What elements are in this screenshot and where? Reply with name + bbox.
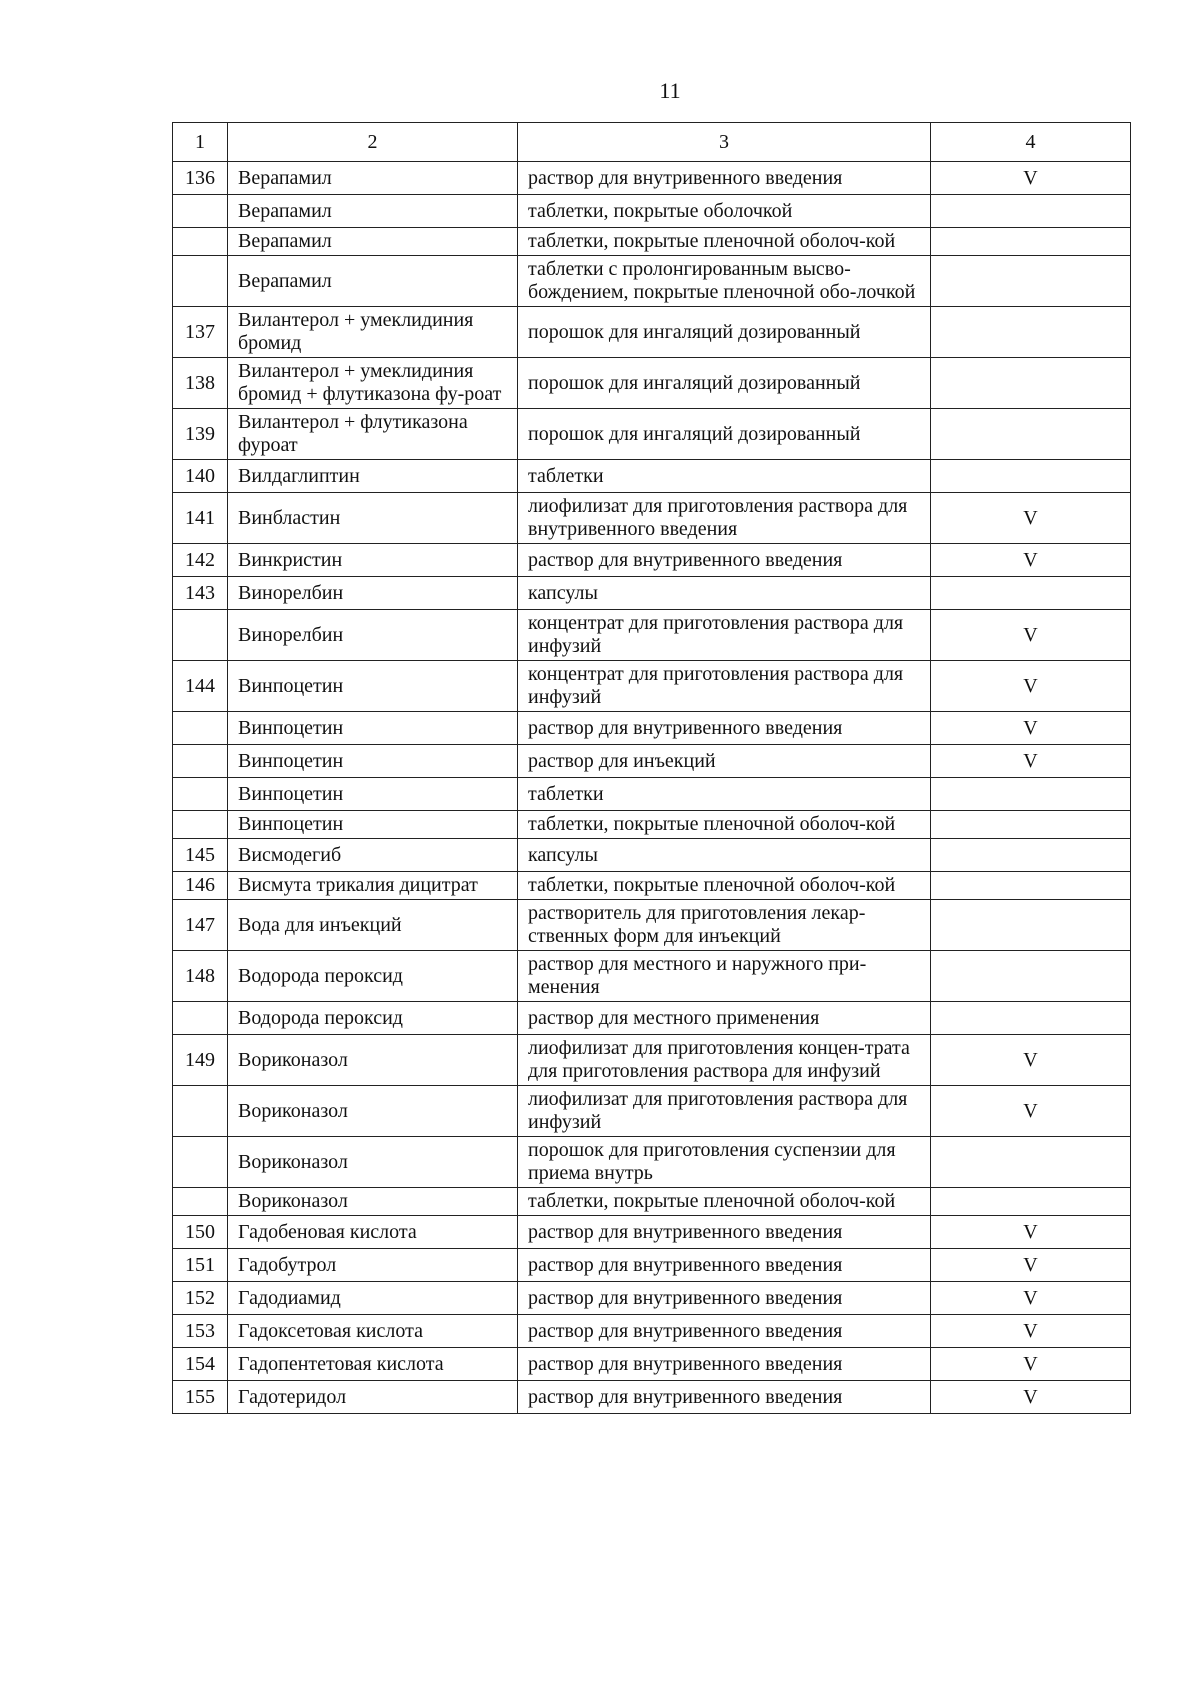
drug-name-cell: Висмута трикалия дицитрат <box>228 872 518 900</box>
table-header-row <box>173 123 1131 162</box>
drug-name-cell: Вориконазол <box>228 1137 518 1188</box>
mark-cell: V <box>931 745 1131 778</box>
table-row <box>173 228 1131 256</box>
dosage-form-cell: таблетки <box>518 778 931 811</box>
dosage-form-cell: концентрат для приготовления раствора для инфузий <box>518 610 931 661</box>
dosage-form-cell: концентрат для приготовления раствора для инфузий <box>518 661 931 712</box>
table-row <box>173 162 1131 195</box>
mark-cell: V <box>931 1086 1131 1137</box>
table-row <box>173 1086 1131 1137</box>
table-row <box>173 712 1131 745</box>
table-row <box>173 872 1131 900</box>
row-number-cell <box>173 811 228 839</box>
dosage-form-cell: раствор для внутривенного введения <box>518 1216 931 1249</box>
drug-name-cell: Винпоцетин <box>228 811 518 839</box>
dosage-form-cell: раствор для внутривенного введения <box>518 712 931 745</box>
table-row <box>173 951 1131 1002</box>
table-row <box>173 460 1131 493</box>
drug-name-cell: Винпоцетин <box>228 778 518 811</box>
row-number-cell <box>173 228 228 256</box>
drug-name-cell: Верапамил <box>228 228 518 256</box>
mark-cell <box>931 358 1131 409</box>
drug-name-cell: Вориконазол <box>228 1188 518 1216</box>
table-row <box>173 811 1131 839</box>
mark-cell <box>931 228 1131 256</box>
mark-cell <box>931 409 1131 460</box>
drug-name-cell: Гадобутрол <box>228 1249 518 1282</box>
drug-name-cell: Винпоцетин <box>228 712 518 745</box>
drug-name-cell: Винпоцетин <box>228 745 518 778</box>
row-number-cell: 150 <box>173 1216 228 1249</box>
dosage-form-cell: лиофилизат для приготовления раствора для внутривенного введения <box>518 493 931 544</box>
mark-cell: V <box>931 1035 1131 1086</box>
dosage-form-cell: порошок для приготовления суспензии для приема внутрь <box>518 1137 931 1188</box>
row-number-cell: 147 <box>173 900 228 951</box>
row-number-cell: 149 <box>173 1035 228 1086</box>
mark-cell <box>931 839 1131 872</box>
table-row <box>173 1137 1131 1188</box>
dosage-form-cell: раствор для местного и наружного при-менения <box>518 951 931 1002</box>
table-row <box>173 409 1131 460</box>
drug-name-cell: Гадотеридол <box>228 1381 518 1414</box>
header-col-3: 3 <box>518 123 931 162</box>
drug-name-cell: Вориконазол <box>228 1086 518 1137</box>
drug-table <box>172 122 1131 1414</box>
table-row <box>173 745 1131 778</box>
table-row <box>173 256 1131 307</box>
dosage-form-cell: раствор для инъекций <box>518 745 931 778</box>
dosage-form-cell: таблетки, покрытые пленочной оболоч-кой <box>518 1188 931 1216</box>
mark-cell: V <box>931 1282 1131 1315</box>
dosage-form-cell: раствор для внутривенного введения <box>518 1315 931 1348</box>
mark-cell: V <box>931 162 1131 195</box>
table-row <box>173 1315 1131 1348</box>
row-number-cell: 139 <box>173 409 228 460</box>
row-number-cell: 143 <box>173 577 228 610</box>
mark-cell: V <box>931 1381 1131 1414</box>
dosage-form-cell: таблетки, покрытые пленочной оболоч-кой <box>518 228 931 256</box>
dosage-form-cell: раствор для внутривенного введения <box>518 544 931 577</box>
drug-name-cell: Вилантерол + флутиказона фуроат <box>228 409 518 460</box>
row-number-cell: 146 <box>173 872 228 900</box>
drug-name-cell: Верапамил <box>228 256 518 307</box>
row-number-cell: 142 <box>173 544 228 577</box>
table-row <box>173 195 1131 228</box>
drug-name-cell: Винбластин <box>228 493 518 544</box>
mark-cell: V <box>931 1348 1131 1381</box>
table-row <box>173 493 1131 544</box>
row-number-cell: 155 <box>173 1381 228 1414</box>
row-number-cell: 136 <box>173 162 228 195</box>
table-row <box>173 1188 1131 1216</box>
drug-name-cell: Вилдаглиптин <box>228 460 518 493</box>
drug-name-cell: Винорелбин <box>228 610 518 661</box>
drug-name-cell: Вода для инъекций <box>228 900 518 951</box>
mark-cell <box>931 778 1131 811</box>
row-number-cell: 148 <box>173 951 228 1002</box>
drug-name-cell: Верапамил <box>228 162 518 195</box>
drug-name-cell: Винорелбин <box>228 577 518 610</box>
mark-cell: V <box>931 1249 1131 1282</box>
drug-name-cell: Винпоцетин <box>228 661 518 712</box>
row-number-cell <box>173 1086 228 1137</box>
drug-name-cell: Гадоксетовая кислота <box>228 1315 518 1348</box>
row-number-cell <box>173 778 228 811</box>
row-number-cell: 144 <box>173 661 228 712</box>
mark-cell <box>931 1188 1131 1216</box>
drug-name-cell: Вилантерол + умеклидиния бромид <box>228 307 518 358</box>
row-number-cell <box>173 1188 228 1216</box>
mark-cell <box>931 872 1131 900</box>
dosage-form-cell: таблетки, покрытые оболочкой <box>518 195 931 228</box>
row-number-cell: 140 <box>173 460 228 493</box>
dosage-form-cell: порошок для ингаляций дозированный <box>518 307 931 358</box>
row-number-cell <box>173 1002 228 1035</box>
mark-cell: V <box>931 1315 1131 1348</box>
header-col-2: 2 <box>228 123 518 162</box>
dosage-form-cell: раствор для внутривенного введения <box>518 1348 931 1381</box>
drug-name-cell: Водорода пероксид <box>228 951 518 1002</box>
drug-name-cell: Гадопентетовая кислота <box>228 1348 518 1381</box>
table-row <box>173 1282 1131 1315</box>
row-number-cell: 152 <box>173 1282 228 1315</box>
mark-cell: V <box>931 712 1131 745</box>
table-row <box>173 661 1131 712</box>
dosage-form-cell: раствор для местного применения <box>518 1002 931 1035</box>
drug-name-cell: Верапамил <box>228 195 518 228</box>
mark-cell <box>931 1002 1131 1035</box>
dosage-form-cell: растворитель для приготовления лекар-ственных форм для инъекций <box>518 900 931 951</box>
row-number-cell: 151 <box>173 1249 228 1282</box>
mark-cell: V <box>931 661 1131 712</box>
row-number-cell: 153 <box>173 1315 228 1348</box>
row-number-cell: 141 <box>173 493 228 544</box>
page-number: 11 <box>659 78 681 103</box>
drug-name-cell: Вориконазол <box>228 1035 518 1086</box>
mark-cell <box>931 307 1131 358</box>
table-row <box>173 839 1131 872</box>
dosage-form-cell: лиофилизат для приготовления раствора для инфузий <box>518 1086 931 1137</box>
mark-cell <box>931 577 1131 610</box>
table-row <box>173 1249 1131 1282</box>
row-number-cell: 154 <box>173 1348 228 1381</box>
dosage-form-cell: капсулы <box>518 839 931 872</box>
row-number-cell: 138 <box>173 358 228 409</box>
mark-cell <box>931 195 1131 228</box>
table-row <box>173 1381 1131 1414</box>
dosage-form-cell: раствор для внутривенного введения <box>518 162 931 195</box>
table-row <box>173 358 1131 409</box>
drug-name-cell: Вилантерол + умеклидиния бромид + флутиказона фу-роат <box>228 358 518 409</box>
table-row <box>173 900 1131 951</box>
dosage-form-cell: раствор для внутривенного введения <box>518 1282 931 1315</box>
row-number-cell <box>173 1137 228 1188</box>
row-number-cell <box>173 610 228 661</box>
table-row <box>173 544 1131 577</box>
table-body <box>173 162 1131 1414</box>
mark-cell: V <box>931 544 1131 577</box>
table-row <box>173 1002 1131 1035</box>
header-col-1: 1 <box>173 123 228 162</box>
table-row <box>173 1348 1131 1381</box>
drug-name-cell: Висмодегиб <box>228 839 518 872</box>
mark-cell: V <box>931 493 1131 544</box>
row-number-cell <box>173 712 228 745</box>
table-row <box>173 577 1131 610</box>
dosage-form-cell: порошок для ингаляций дозированный <box>518 409 931 460</box>
mark-cell <box>931 811 1131 839</box>
dosage-form-cell: таблетки, покрытые пленочной оболоч-кой <box>518 811 931 839</box>
dosage-form-cell: раствор для внутривенного введения <box>518 1381 931 1414</box>
mark-cell: V <box>931 610 1131 661</box>
drug-name-cell: Гадобеновая кислота <box>228 1216 518 1249</box>
dosage-form-cell: лиофилизат для приготовления концен-трата для приготовления раствора для инфузий <box>518 1035 931 1086</box>
drug-name-cell: Гадодиамид <box>228 1282 518 1315</box>
row-number-cell <box>173 256 228 307</box>
dosage-form-cell: раствор для внутривенного введения <box>518 1249 931 1282</box>
dosage-form-cell: капсулы <box>518 577 931 610</box>
row-number-cell: 145 <box>173 839 228 872</box>
drug-name-cell: Водорода пероксид <box>228 1002 518 1035</box>
mark-cell <box>931 900 1131 951</box>
header-col-4: 4 <box>931 123 1131 162</box>
table-row <box>173 610 1131 661</box>
table-row <box>173 778 1131 811</box>
mark-cell <box>931 951 1131 1002</box>
dosage-form-cell: таблетки с пролонгированным высво-бождением, покрытые пленочной обо-лочкой <box>518 256 931 307</box>
row-number-cell <box>173 195 228 228</box>
row-number-cell <box>173 745 228 778</box>
table-row <box>173 1035 1131 1086</box>
mark-cell <box>931 256 1131 307</box>
row-number-cell: 137 <box>173 307 228 358</box>
table-row <box>173 1216 1131 1249</box>
mark-cell <box>931 1137 1131 1188</box>
mark-cell: V <box>931 1216 1131 1249</box>
table-row <box>173 307 1131 358</box>
dosage-form-cell: порошок для ингаляций дозированный <box>518 358 931 409</box>
mark-cell <box>931 460 1131 493</box>
dosage-form-cell: таблетки, покрытые пленочной оболоч-кой <box>518 872 931 900</box>
dosage-form-cell: таблетки <box>518 460 931 493</box>
drug-name-cell: Винкристин <box>228 544 518 577</box>
